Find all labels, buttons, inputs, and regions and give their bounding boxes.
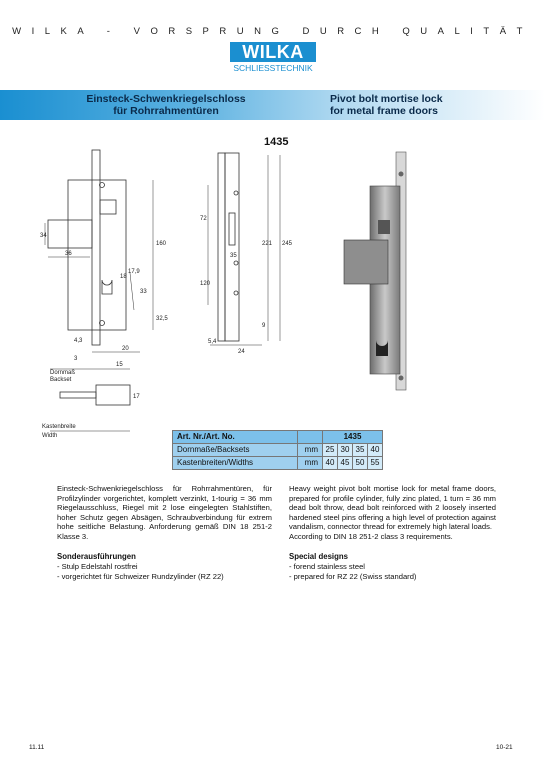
list-item: - Stulp Edelstahl rostfrei xyxy=(57,562,138,572)
logo-subtitle: SCHLIESSTECHNIK xyxy=(233,63,313,73)
dim-label: 120 xyxy=(200,281,211,287)
dim-label: 5,4 xyxy=(208,339,217,345)
dim-label: 221 xyxy=(262,241,273,247)
tagline: WILKA - VORSPRUNG DURCH QUALITÄT xyxy=(12,26,533,37)
description-english xyxy=(289,484,496,581)
list-item: - prepared for RZ 22 (Swiss standard) xyxy=(289,571,417,581)
dim-label: 36 xyxy=(65,251,72,257)
label-width: Width xyxy=(42,433,58,439)
dim-label: 3 xyxy=(74,356,78,362)
model-number: 1435 xyxy=(264,136,289,148)
technical-drawing xyxy=(30,145,310,445)
body-text: Einsteck-Schwenkriegelschloss für Rohrrahmentüren, für Profilzylinder vorgerichtet, komplett verzinkt, 1-tourig = 36 mm Riegelausschluss, Riegel mit 2 lose eingelegten Stahlstiften, hoher Schutz gegen Absägen, Schraubverbindung für extrem hohe seitliche Belastung. Anforderung gemäß DIN 18 251-2 Klasse 3. xyxy=(57,484,272,541)
dim-label: 160 xyxy=(156,241,167,247)
dim-label: 17,9 xyxy=(128,269,140,275)
spec-header-label: Art. Nr./Art. No. xyxy=(173,431,298,444)
dim-label: 9 xyxy=(262,323,266,329)
dim-label: 17 xyxy=(133,394,140,400)
dim-label: 18 xyxy=(120,274,127,280)
product-photo xyxy=(338,148,408,393)
label-dornmass: Dornmaß xyxy=(50,370,76,376)
dim-label: 24 xyxy=(238,349,245,355)
page-number: 10-21 xyxy=(496,744,513,751)
title-english: Pivot bolt mortise lock for metal frame doors xyxy=(330,93,443,117)
dim-label: 32,5 xyxy=(156,316,168,322)
dim-label: 245 xyxy=(282,241,293,247)
special-title: Special designs xyxy=(289,551,348,561)
description-german xyxy=(57,484,272,581)
title-german: Einsteck-Schwenkriegelschloss für Rohrrahmentüren xyxy=(86,93,246,117)
body-text: Heavy weight pivot bolt mortise lock for metal frame doors, prepared for profile cylinder, fully zinc plated, 1 turn = 36 mm dead bolt throw, dead bolt reinforced with 2 loosely inserted hardened steel pins offering a high level of protection against vandalism, connector thread for extremely high lateral loads. xyxy=(289,484,496,532)
label-kastenbreite: Kastenbreite xyxy=(42,424,76,430)
wilka-logo xyxy=(230,42,316,76)
logo-wordmark: WILKA xyxy=(230,42,316,62)
dim-label: 4,3 xyxy=(74,338,83,344)
list-item: - forend stainless steel xyxy=(289,562,365,572)
table-row: Kastenbreiten/Widths mm 40 45 50 55 xyxy=(173,457,383,470)
special-title: Sonderausführungen xyxy=(57,551,136,561)
dim-label: 35 xyxy=(230,253,237,259)
dim-label: 33 xyxy=(140,289,147,295)
list-item: - vorgerichtet für Schweizer Rundzylinder (RZ 22) xyxy=(57,571,224,581)
dim-label: 15 xyxy=(116,362,123,368)
footer-date: 11.11 xyxy=(29,744,45,751)
label-backset: Backset xyxy=(50,377,72,383)
title-banner xyxy=(0,90,545,120)
body-text-requirement: According to DIN 18 251-2 class 3 requirements. xyxy=(289,531,453,541)
dim-label: 72 xyxy=(200,216,207,222)
table-row: Dornmaße/Backsets mm 25 30 35 40 xyxy=(173,444,383,457)
spec-table xyxy=(172,430,383,470)
spec-header-value: 1435 xyxy=(323,431,383,444)
dim-label: 20 xyxy=(122,346,129,352)
dim-label: 34 xyxy=(40,233,47,239)
